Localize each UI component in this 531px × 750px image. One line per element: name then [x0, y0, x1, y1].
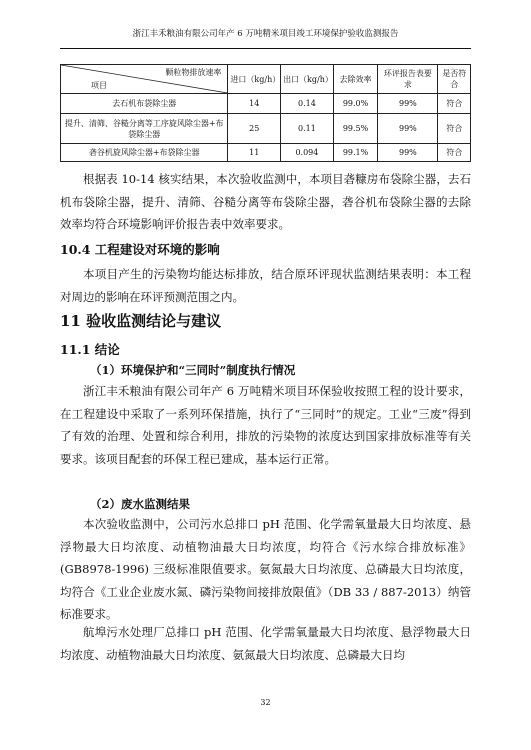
efficiency-table	[60, 64, 471, 162]
cell-req: 99%	[378, 94, 438, 114]
cell-in: 11	[228, 144, 281, 162]
cell-out: 0.14	[281, 94, 334, 114]
page-number: 32	[260, 698, 271, 707]
col-header-req: 环评报告表要求	[378, 65, 438, 94]
table-row	[61, 144, 471, 162]
cell-item: 砻谷机旋风除尘器+布袋除尘器	[61, 144, 228, 162]
paragraph-environment-impact: 本项目产生的污染物均能达标排放，结合原环评现状监测结果表明：本工程对周边的影响在环评预测范围之内。	[60, 267, 471, 304]
paragraph-table-conclusion: 根据表 10-14 核实结果，本次验收监测中，本项目砻糠房布袋除尘器，去石机布袋除尘器，提升、清筛、谷糙分离等布袋除尘器，砻谷机布袋除尘器的去除效率均符合环境影响评价报告表中效率要求。	[60, 172, 471, 231]
paragraph-wastewater-company: 本次验收监测中，公司污水总排口 pH 范围、化学需氧量最大日均浓度、悬浮物最大日均浓度、动植物油最大日均浓度，均符合《污水综合排放标准》(GB8978-1996) 三级标准限值要求。氨氮最大日均浓度、总磷最大日均浓度，均符合《工业企业废水氮、磷污染物间接排放限值》（DB 33 / 887-2013）纳管标准要求。	[60, 517, 471, 621]
page-header: 浙江丰禾粮油有限公司年产 6 万吨精米项目竣工环境保护验收监测报告	[60, 24, 471, 49]
paragraph-wastewater-plant: 航埠污水处理厂总排口 pH 范围、化学需氧量最大日均浓度、悬浮物最大日均浓度、动植物油最大日均浓度、氨氮最大日均浓度、总磷最大日均	[60, 625, 471, 662]
table-row	[61, 114, 471, 144]
section-heading-11-1: 11.1 结论	[60, 342, 120, 357]
cell-eff: 99.5%	[333, 114, 378, 144]
cell-req: 99%	[378, 114, 438, 144]
subheading-wastewater: （2）废水监测结果	[90, 497, 191, 511]
cell-eff: 99.0%	[333, 94, 378, 114]
table-header-row	[61, 65, 471, 94]
chapter-heading-11: 11 验收监测结论与建议	[60, 312, 222, 330]
col-header-ok: 是否符合	[438, 65, 471, 94]
diagonal-header-cell	[61, 65, 228, 94]
cell-item: 提升、清筛、谷糙分离等工序旋风除尘器+布袋除尘器	[61, 114, 228, 144]
cell-in: 25	[228, 114, 281, 144]
cell-req: 99%	[378, 144, 438, 162]
col-header-eff: 去除效率	[333, 65, 378, 94]
col-header-in: 进口（kg/h）	[228, 65, 281, 94]
cell-out: 0.11	[281, 114, 334, 144]
col-header-out: 出口（kg/h）	[281, 65, 334, 94]
subheading-three-simultaneous: （1）环境保护和“三同时”制度执行情况	[90, 363, 296, 377]
section-heading-10-4: 10.4 工程建设对环境的影响	[60, 242, 220, 257]
paragraph-three-simultaneous: 浙江丰禾粮油有限公司年产 6 万吨精米项目环保验收按照工程的设计要求，在工程建设中采取了一系列环保措施，执行了“三同时”的规定。工业“三废”得到了有效的治理、处置和综合利用，排放的污染物的浓度达到国家排放标准等有关要求。该项目配套的环保工程已建成，基本运行正常。	[60, 384, 471, 466]
cell-ok: 符合	[438, 144, 471, 162]
cell-item: 去石机布袋除尘器	[61, 94, 228, 114]
cell-ok: 符合	[438, 94, 471, 114]
table-row	[61, 94, 471, 114]
header-left-label: 项目	[91, 81, 107, 90]
cell-out: 0.094	[281, 144, 334, 162]
header-top-label: 颗粒物排放速率	[165, 68, 222, 77]
cell-ok: 符合	[438, 114, 471, 144]
cell-in: 14	[228, 94, 281, 114]
cell-eff: 99.1%	[333, 144, 378, 162]
